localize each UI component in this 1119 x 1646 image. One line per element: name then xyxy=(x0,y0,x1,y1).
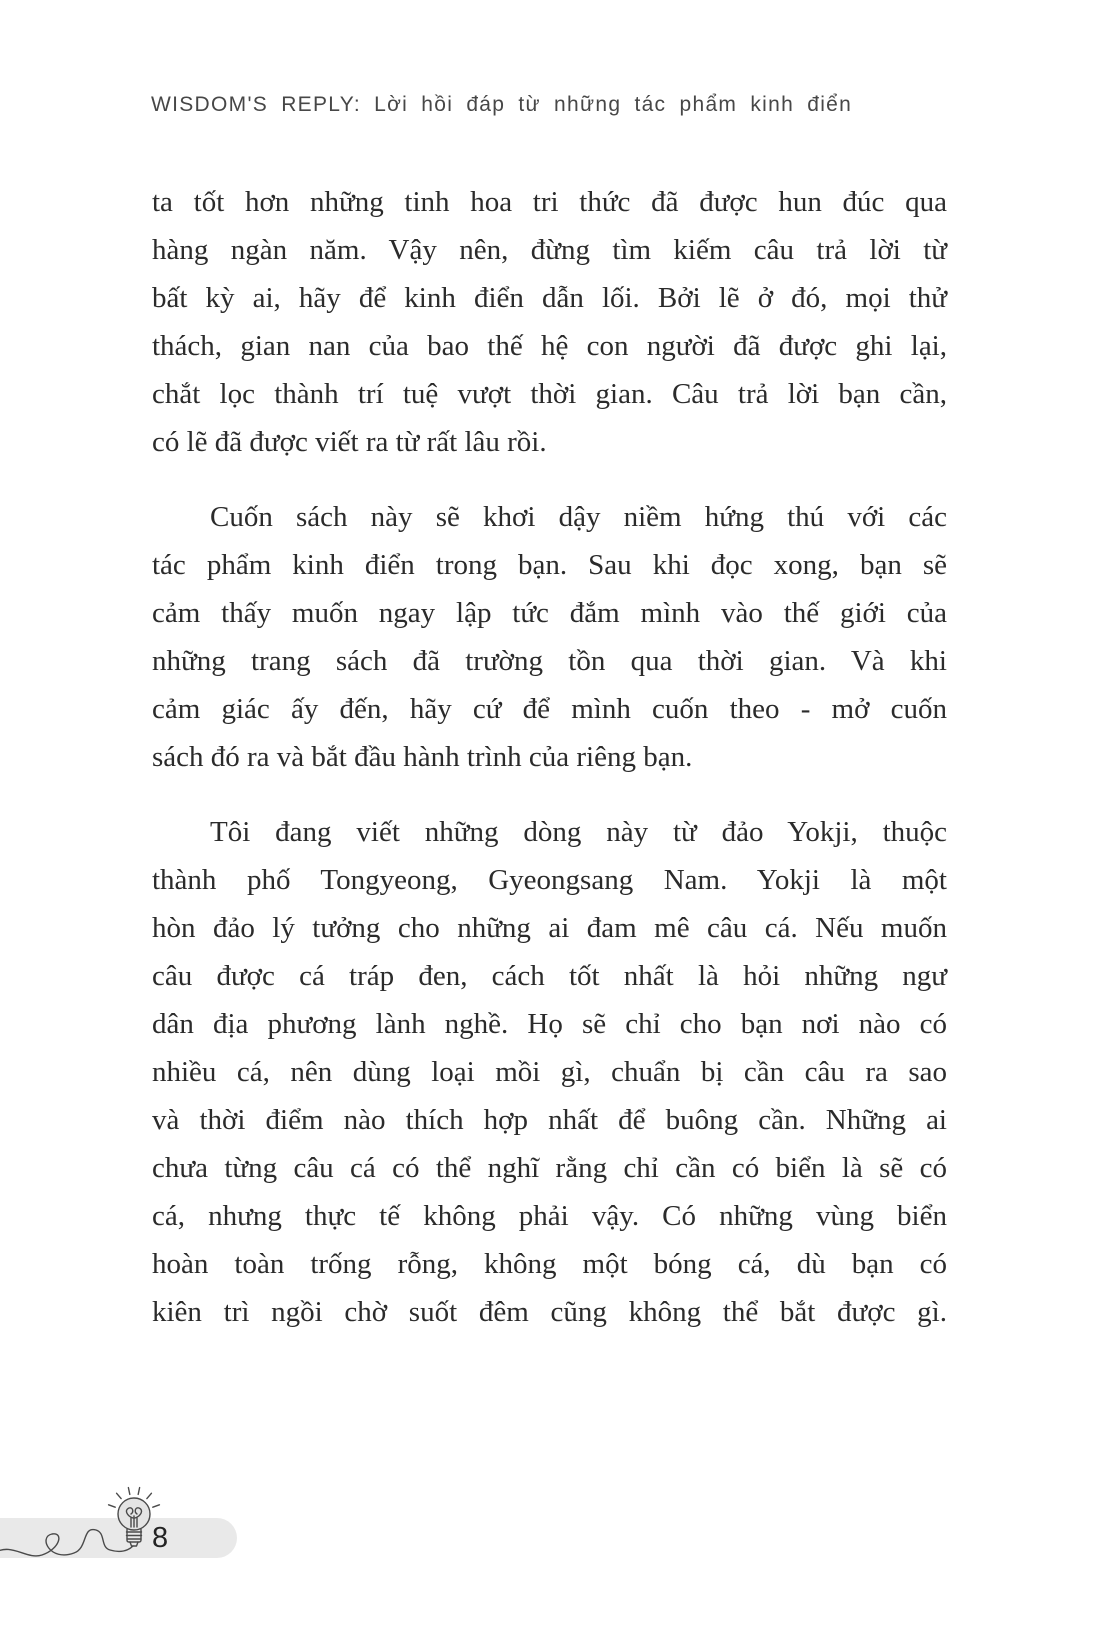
running-header: WISDOM'S REPLY: Lời hồi đáp từ những tác phẩm kinh điển xyxy=(151,93,853,116)
text-line: cảm thấy muốn ngay lập tức đắm mình vào thế giới của xyxy=(152,597,947,629)
text-line: cá, nhưng thực tế không phải vậy. Có những vùng biển xyxy=(152,1200,947,1232)
text-line: hòn đảo lý tưởng cho những ai đam mê câu cá. Nếu muốn xyxy=(152,912,947,944)
text-line: cảm giác ấy đến, hãy cứ để mình cuốn theo - mở cuốn xyxy=(152,693,947,725)
text-line: và thời điểm nào thích hợp nhất để buông cần. Những ai xyxy=(152,1104,947,1136)
text-line: bất kỳ ai, hãy để kinh điển dẫn lối. Bởi lẽ ở đó, mọi thử xyxy=(152,282,947,314)
text-line: chưa từng câu cá có thể nghĩ rằng chỉ cần có biển là sẽ có xyxy=(152,1152,947,1184)
wire-doodle xyxy=(0,1530,133,1556)
text-line: hàng ngàn năm. Vậy nên, đừng tìm kiếm câu trả lời từ xyxy=(152,234,947,266)
text-line: Cuốn sách này sẽ khơi dậy niềm hứng thú với các xyxy=(210,501,947,533)
text-line: dân địa phương lành nghề. Họ sẽ chỉ cho bạn nơi nào có xyxy=(152,1008,947,1040)
paragraph xyxy=(152,808,947,1336)
text-line: Tôi đang viết những dòng này từ đảo Yokji, thuộc xyxy=(210,816,947,848)
text-line: thách, gian nan của bao thế hệ con người đã được ghi lại, xyxy=(152,330,947,362)
paragraph xyxy=(152,493,947,781)
text-line: thành phố Tongyeong, Gyeongsang Nam. Yokji là một xyxy=(152,864,947,896)
text-line: ta tốt hơn những tinh hoa tri thức đã được hun đúc qua xyxy=(152,186,947,218)
text-line: chắt lọc thành trí tuệ vượt thời gian. Câu trả lời bạn cần, xyxy=(152,378,947,410)
text-line: sách đó ra và bắt đầu hành trình của riêng bạn. xyxy=(152,741,693,773)
text-line: hoàn toàn trống rỗng, không một bóng cá, dù bạn có xyxy=(152,1248,947,1280)
text-line: có lẽ đã được viết ra từ rất lâu rồi. xyxy=(152,426,547,458)
page-number: 8 xyxy=(152,1522,169,1554)
text-line: nhiều cá, nên dùng loại mồi gì, chuẩn bị cần câu ra sao xyxy=(152,1056,947,1088)
text-line: câu được cá tráp đen, cách tốt nhất là hỏi những ngư xyxy=(152,960,947,992)
paragraph xyxy=(152,178,947,466)
text-line: kiên trì ngồi chờ suốt đêm cũng không thể bắt được gì. xyxy=(152,1296,947,1328)
lightbulb-doodle-icon xyxy=(0,1450,280,1580)
text-line: những trang sách đã trường tồn qua thời gian. Và khi xyxy=(152,645,947,677)
body-text xyxy=(152,178,947,1336)
text-line: tác phẩm kinh điển trong bạn. Sau khi đọc xong, bạn sẽ xyxy=(152,549,947,581)
